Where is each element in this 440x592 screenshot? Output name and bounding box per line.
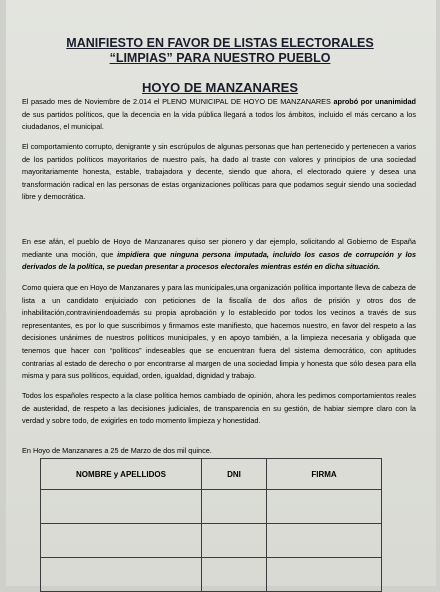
dni-cell[interactable] — [202, 558, 267, 592]
paragraph-3 — [22, 236, 416, 274]
paragraph-1 — [22, 96, 416, 134]
dni-cell[interactable] — [202, 490, 267, 524]
name-cell[interactable] — [41, 558, 202, 592]
signature-row — [41, 524, 382, 558]
date-line: En Hoyo de Manzanares a 25 de Marzo de dos mil quince. — [22, 446, 212, 455]
paragraph-1-bold: aprobó por unanimidad — [333, 97, 416, 106]
header-signature: FIRMA — [267, 459, 382, 490]
signature-row — [41, 558, 382, 592]
signature-cell[interactable] — [267, 558, 382, 592]
paragraph-3-start: En ese afán, el pueblo de Hoyo de Manzanares quiso ser pionero y dar ejemplo, solicitando al Gobierno de España mediante una moción, que — [22, 237, 416, 259]
town-heading: HOYO DE MANZANARES — [141, 80, 298, 95]
name-cell[interactable] — [41, 490, 202, 524]
title-line-1: MANIFIESTO EN FAVOR DE LISTAS ELECTORALES — [66, 36, 374, 50]
header-dni: DNI — [202, 459, 267, 490]
dni-cell[interactable] — [202, 524, 267, 558]
paragraph-2: El comportamiento corrupto, denigrante y sin escrúpulos de algunas personas que han pertenecido y pertenecen a varios de los partidos políticos mayoritarios de nuestro país, ha dado al traste con valores y principios de una sociedad mayoritariamente honesta, estable, trabajadora y decente, siendo que ahora, el electorado quiere y desea una transformación radical en las personas de estas organizaciones políticas para que podamos seguir siendo una sociedad libre y democrática. — [22, 142, 416, 202]
title-line-2: “LIMPIAS” PARA NUESTRO PUEBLO — [109, 51, 331, 65]
signature-cell[interactable] — [267, 524, 382, 558]
paragraph-1-end: de sus partidos políticos, que la decencia en la vida pública llegará a todos los ámbitos, incluido el más cercano a los ciudadanos, el municipal. — [22, 109, 416, 132]
signature-row — [41, 490, 382, 524]
signature-table — [40, 458, 382, 592]
paragraph-3-emphasis: impidiera que ninguna persona imputada, incluido los casos de corrupción y los derivados de la política, se puedan presentar a procesos electorales mientras estén en dicha situación. — [22, 249, 416, 272]
paragraph-1-start: El pasado mes de Noviembre de 2.014 el PLENO MUNICIPAL DE HOYO DE MANZANARES — [22, 97, 334, 106]
signature-table-header — [41, 459, 382, 490]
header-name: NOMBRE y APELLIDOS — [41, 459, 202, 490]
name-cell[interactable] — [41, 524, 202, 558]
paragraph-4: Como quiera que en Hoyo de Manzanares y para las municipales,una organización política importante lleva de cabeza de lista a un candidato enjuiciado con peticiones de la fiscalía de dos años de prisión y otros dos de inhabilitación,contraviniendoademás su propia aprobación y lo establecido por todos los vecinos a través de sus representantes, es por lo que suscribimos y firmamos este manifiesto, que hacemos nuestro, en favor del respeto a las decisiones unánimes de nuestros políticos municipales, y en apoyo también, a la limpieza necesaria y obligada que tenemos que hacer con “políticos” indeseables que se encuentran fuera del sistema democrático, con aptitudes contrarias al estado de derecho o por encontrarse al margen de una sociedad limpia y honesta que sólo desea para ella misma y para sus políticos, equidad, orden, igualdad, dignidad y trabajo. — [22, 283, 416, 381]
signature-cell[interactable] — [267, 490, 382, 524]
paragraph-5: Todos los españoles respecto a la clase política hemos cambiado de opinión, ahora les pedimos comportamientos reales de austeridad, de respeto a las decisiones judiciales, de transparencia en su gestión, de habiar siempre claro con la verdad y sobre todo, de exigirles en todo momento limpieza y honestidad. — [22, 391, 416, 426]
